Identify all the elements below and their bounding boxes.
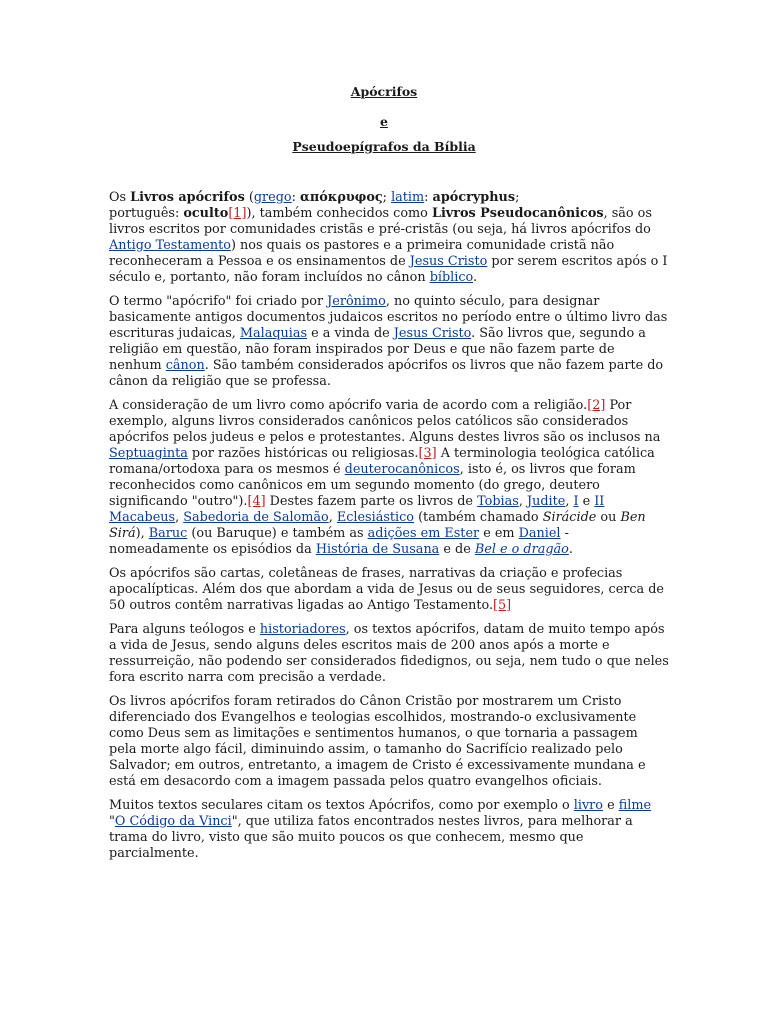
text: " bbox=[109, 814, 115, 829]
text: ; bbox=[382, 190, 392, 205]
link-ii-macabeus[interactable]: II Macabeus bbox=[109, 494, 605, 525]
paragraph-6 bbox=[109, 694, 669, 790]
text: , os textos apócrifos, datam de muito tempo após a vida de Jesus, sendo alguns deles escritos mais de 200 anos após a morte e ressurreição, não podendo ser considerados fidedignos, ou seja, nem tudo o que neles fora escrito narra com precisão a verdade. bbox=[109, 622, 669, 685]
text: Por exemplo, alguns livros considerados canônicos pelos católicos são considerados apócrifos pelos judeus e pelos e protestantes. Alguns destes livros são os inclusos na bbox=[109, 398, 661, 445]
link-grego[interactable]: grego bbox=[253, 190, 292, 205]
link-filme[interactable]: filme bbox=[618, 798, 652, 813]
text: (também chamado bbox=[414, 510, 543, 525]
text: , isto é, os livros que foram reconhecidos como canônicos em um segundo momento (do grego, deutero significando "outro"). bbox=[109, 462, 636, 509]
text: , são os livros escritos por comunidades cristãs e pré-cristãs (ou seja, há livros apócrifos do bbox=[109, 206, 652, 237]
link-malaquias[interactable]: Malaquias bbox=[239, 326, 308, 341]
italic-ben-sira: Ben Sirá bbox=[109, 510, 646, 541]
text: ; bbox=[515, 190, 520, 205]
text: Destes fazem parte os livros de bbox=[265, 494, 478, 509]
link-baruc[interactable]: Baruc bbox=[148, 526, 188, 541]
link-judite[interactable]: Judite bbox=[526, 494, 566, 509]
text: e bbox=[603, 798, 619, 813]
text: Muitos textos seculares citam os textos Apócrifos, como por exemplo o bbox=[109, 798, 574, 813]
link-historia-susana[interactable]: História de Susana bbox=[315, 542, 440, 557]
title-apocrifos: Apócrifos bbox=[350, 84, 418, 99]
paragraph-7 bbox=[109, 798, 669, 862]
text: - nomeadamente os episódios da bbox=[109, 526, 569, 557]
ref-2-link[interactable]: [2] bbox=[587, 398, 606, 413]
text: , bbox=[518, 494, 527, 509]
text: O termo "apócrifo" foi criado por bbox=[109, 294, 328, 309]
bold-term: Livros apócrifos bbox=[130, 190, 245, 205]
ref-4-link[interactable]: [4] bbox=[247, 494, 266, 509]
italic-bel: Bel e o dragão bbox=[474, 542, 569, 557]
bold-oculto: oculto bbox=[183, 206, 229, 221]
paragraph-3 bbox=[109, 398, 669, 558]
text: . São livros que, segundo a religião em questão, não foram inspirados por Deus e que não fazem parte de nenhum bbox=[109, 326, 646, 373]
text: : bbox=[291, 190, 301, 205]
link-deuterocanonicos[interactable]: deuterocanônicos bbox=[344, 462, 460, 477]
text: , bbox=[328, 510, 337, 525]
text: por razões históricas ou religiosas. bbox=[187, 446, 419, 461]
paragraph-2 bbox=[109, 294, 669, 390]
text: por serem escritos após o I século e, portanto, não foram incluídos no cânon bbox=[109, 254, 668, 285]
text: ou bbox=[596, 510, 621, 525]
bold-greek: απόκρυφος bbox=[300, 190, 383, 205]
link-jesus-cristo[interactable]: Jesus Cristo bbox=[393, 326, 472, 341]
text: Para alguns teólogos e bbox=[109, 622, 260, 637]
paragraph-5 bbox=[109, 622, 669, 686]
text: ) nos quais os pastores e a primeira comunidade cristã não reconheceram a Pessoa e os ensinamentos de bbox=[109, 238, 615, 269]
link-i-macabeus[interactable]: I bbox=[573, 494, 579, 509]
paragraph-1 bbox=[109, 190, 669, 286]
link-eclesiastico[interactable]: Eclesiástico bbox=[336, 510, 414, 525]
link-livro[interactable]: livro bbox=[573, 798, 604, 813]
link-daniel[interactable]: Daniel bbox=[518, 526, 561, 541]
link-sabedoria[interactable]: Sabedoria de Salomão bbox=[183, 510, 329, 525]
link-biblico[interactable]: bíblico bbox=[429, 270, 474, 285]
link-septuaginta[interactable]: Septuaginta bbox=[109, 446, 188, 461]
link-codigo-da-vinci[interactable]: O Código da Vinci bbox=[114, 814, 232, 829]
link-tobias[interactable]: Tobias bbox=[477, 494, 519, 509]
text: . São também considerados apócrifos os livros que não fazem parte do cânon da religião que se professa. bbox=[109, 358, 664, 389]
text: , bbox=[175, 510, 184, 525]
text: ), bbox=[135, 526, 149, 541]
link-adicoes-ester[interactable]: adições em Ester bbox=[367, 526, 480, 541]
bold-term: Livros Pseudocanônicos bbox=[431, 206, 604, 221]
link-canon[interactable]: cânon bbox=[165, 358, 205, 373]
text: Os apócrifos são cartas, coletâneas de frases, narrativas da criação e profecias apocalípticas. Além dos que abordam a vida de Jesus ou de seus seguidores, cerca de 50 outros contêm narrativas ligadas ao Antigo Testamento. bbox=[109, 566, 665, 613]
text: e bbox=[578, 494, 595, 509]
text: , no quinto século, para designar basicamente antigos documentos judaicos escritos no período entre o último livro das escrituras judaicas, bbox=[109, 294, 668, 341]
text: e em bbox=[479, 526, 519, 541]
text: ( bbox=[244, 190, 254, 205]
article-body bbox=[109, 190, 669, 870]
link-latim[interactable]: latim bbox=[391, 190, 425, 205]
text: Os bbox=[109, 190, 131, 205]
title-pseudoepigrafos: Pseudoepígrafos da Bíblia bbox=[292, 139, 476, 154]
text: . bbox=[568, 542, 573, 557]
text: : bbox=[424, 190, 433, 205]
text: português: bbox=[109, 206, 184, 221]
ref-1-link[interactable]: [1] bbox=[228, 206, 247, 221]
bold-latin: apócryphus bbox=[432, 190, 516, 205]
link-antigo-testamento[interactable]: Antigo Testamento bbox=[109, 238, 231, 253]
link-jeronimo[interactable]: Jerônimo bbox=[327, 294, 386, 309]
text: ), também conhecidos como bbox=[246, 206, 432, 221]
text: ", que utiliza fatos encontrados nestes livros, para melhorar a trama do livro, visto que são muito poucos os que conhecem, mesmo que parcialmente. bbox=[109, 814, 633, 861]
text: A consideração de um livro como apócrifo varia de acordo com a religião. bbox=[109, 398, 588, 413]
italic-siracide: Sirácide bbox=[542, 510, 597, 525]
text: A terminologia teológica católica romana/ortodoxa para os mesmos é bbox=[109, 446, 655, 477]
link-historiadores[interactable]: historiadores bbox=[259, 622, 346, 637]
text: . bbox=[473, 270, 478, 285]
ref-3-link[interactable]: [3] bbox=[418, 446, 437, 461]
link-jesus-cristo[interactable]: Jesus Cristo bbox=[409, 254, 488, 269]
text: (ou Baruque) e também as bbox=[187, 526, 368, 541]
text: Os livros apócrifos foram retirados do Cânon Cristão por mostrarem um Cristo diferenciado dos Evangelhos e teologias escolhidos, mostrando-o exclusivamente como Deus sem as limitações e sentimentos humanos, o que tornaria a passagem pela morte algo fácil, diminuindo assim, o tamanho do Sacrifício realizado pelo Salvador; em outros, entretanto, a imagem de Cristo é excessivamente mundana e está em desacordo com a imagem passada pelos quatro evangelhos oficiais. bbox=[109, 694, 646, 789]
text: e de bbox=[439, 542, 475, 557]
paragraph-4 bbox=[109, 566, 669, 614]
text: e a vinda de bbox=[307, 326, 394, 341]
text: , bbox=[565, 494, 574, 509]
title-e: e bbox=[380, 114, 388, 129]
ref-5-link[interactable]: [5] bbox=[493, 598, 512, 613]
link-bel-dragao[interactable] bbox=[475, 542, 569, 557]
